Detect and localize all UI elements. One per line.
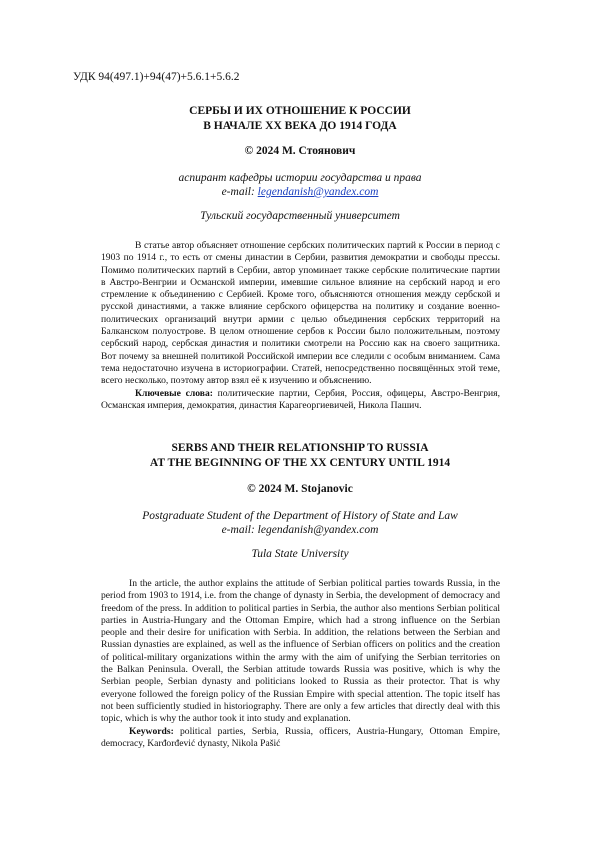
en-title [60, 441, 540, 471]
en-email-line: e-mail: legendanish@yandex.com [221, 524, 379, 536]
udk-code: УДК 94(497.1)+94(47)+5.6.1+5.6.2 [73, 71, 240, 83]
ru-keywords [101, 388, 500, 413]
en-university: Tula State University [251, 548, 349, 560]
ru-email-line [100, 185, 500, 199]
ru-author: © 2024 М. Стоянович [244, 145, 356, 157]
ru-affiliation [100, 171, 500, 199]
en-author: © 2024 M. Stojanovic [247, 483, 353, 495]
ru-email-link[interactable]: legendanish@yandex.com [257, 186, 379, 198]
en-position: Postgraduate Student of the Department of History of State and Law [142, 510, 458, 522]
ru-email-prefix: e-mail: [221, 186, 258, 198]
en-keywords-label: Keywords: [129, 725, 174, 737]
en-abstract-text: In the article, the author explains the attitude of Serbian political parties towards Russia, in the period from 1903 to 1914, i.e. from the change of dynasty in Serbia, the development of democracy and freedom of the press. In addition to political parties in Serbia, the author also mentions Serbian political parties in Austria-Hungary and the Ottoman Empire, which had a strong influence on the Serbian people and their desire for unification with Serbia. In addition, the relations between the Serbian and Russian dynasties are explained, as well as the influence of Serbian officers on politics and the creation of political-military organizations within the army with the aim of unifying the Serbian territories on the Balkan Peninsula. Overall, the Serbian attitude towards Russia was positive, which is why the Serbian people, Serbian dynasty and politicians looked to Russia as their protector. That is why everyone followed the foreign policy of the Russian Empire with special attention. The topic itself has not been sufficiently studied in historiography. There are only a few articles that directly deal with this topic, which is why the author took it into study and explanation. [101, 578, 500, 725]
en-keywords [101, 726, 500, 751]
en-title-line-1: SERBS AND THEIR RELATIONSHIP TO RUSSIA [171, 442, 429, 454]
en-affiliation [100, 509, 500, 537]
ru-title-line-1: СЕРБЫ И ИХ ОТНОШЕНИЕ К РОССИИ [189, 105, 411, 117]
ru-abstract-text: В статье автор объясняет отношение сербских политических партий к России в период с 1903 по 1914 г., то есть от смены династии в Сербии, развития демократии и свободы прессы. Помимо политических партий в Сербии, автор упоминает также сербские политические партии в Австро-Венгрии и Османской империи, имевшие сильное влияние на сербский народ и его стремление к объединению с Сербией. Кроме того, объясняются отношения между сербской и русской династиями, а также влияние сербского офицерства на политику и создание военно-политических организаций внутри армии с целью объединения сербских территорий на Балканском полуострове. В целом отношение сербов к России было положительным, поэтому сербский народ, сербская династия и политики смотрели на Россию как на своего защитника. Вот почему за внешней политикой Российской империи все следили с особым вниманием. Сама тема недостаточно изучена в историографии. Статей, непосредственно посвящённых этой теме, всего несколько, поэтому автор взял её к изучению и объяснению. [101, 240, 500, 387]
ru-keywords-text: политические партии, Сербия, Россия, офицеры, Австро-Венгрия, Османская империя, демократия, династия Карагеоргиевичей, Никола Пашич. [101, 387, 500, 411]
ru-abstract [101, 240, 500, 412]
ru-title [60, 104, 540, 134]
en-keywords-text: political parties, Serbia, Russia, officers, Austria-Hungary, Ottoman Empire, democracy, Karđorđević dynasty, Nikola Pašić [101, 725, 500, 749]
ru-keywords-label: Ключевые слова: [135, 387, 213, 399]
ru-position: аспирант кафедры истории государства и права [178, 172, 422, 184]
ru-university: Тульский государственный университет [200, 210, 400, 222]
ru-title-line-2: В НАЧАЛЕ XX ВЕКА ДО 1914 ГОДА [203, 120, 397, 132]
en-abstract [101, 578, 500, 750]
en-title-line-2: AT THE BEGINNING OF THE XX CENTURY UNTIL 1914 [149, 457, 451, 469]
